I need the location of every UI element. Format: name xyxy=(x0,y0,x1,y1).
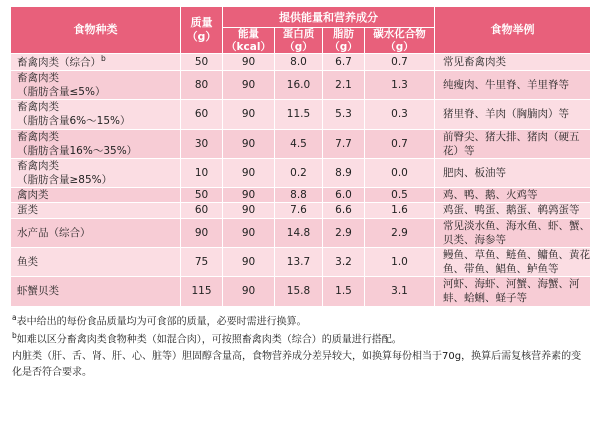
row-mass: 30 xyxy=(181,129,223,158)
row-carbohydrate: 2.9 xyxy=(365,218,435,247)
table-row xyxy=(11,277,591,306)
row-examples: 常见畜禽肉类 xyxy=(435,54,591,71)
header-nutrition-group xyxy=(223,7,435,28)
row-fat: 6.0 xyxy=(323,188,365,203)
row-examples: 鸡蛋、鸭蛋、鹅蛋、鹌鹑蛋等 xyxy=(435,203,591,218)
row-fat: 5.3 xyxy=(323,100,365,129)
row-food-name xyxy=(11,203,181,218)
row-energy: 90 xyxy=(223,54,275,71)
row-energy: 90 xyxy=(223,247,275,276)
row-protein: 7.6 xyxy=(275,203,323,218)
row-food-name xyxy=(11,54,181,71)
header-food-category-label: 食物种类 xyxy=(73,23,118,37)
header-fat-unit: （g） xyxy=(329,40,358,53)
header-carbohydrate-unit: （g） xyxy=(385,40,414,53)
footnote-b-text: 如难以区分畜禽肉类食物种类（如混合肉），可按照畜禽肉类（综合）的质量进行搭配。 xyxy=(16,334,402,346)
header-fat-label: 脂肪 xyxy=(333,28,354,40)
footnote-a-text: 表中给出的每份食品质量均为可食部的质量，必要时需进行换算。 xyxy=(16,315,307,327)
row-mass: 90 xyxy=(181,218,223,247)
row-carbohydrate: 1.0 xyxy=(365,247,435,276)
row-mass: 60 xyxy=(181,100,223,129)
row-mass: 80 xyxy=(181,70,223,99)
header-food-category xyxy=(11,7,181,54)
row-protein: 4.5 xyxy=(275,129,323,158)
row-fat: 6.7 xyxy=(323,54,365,71)
footnote-c-text: 内脏类（肝、舌、肾、肝、心、脏等）胆固醇含量高，食物营养成分差异较大，如换算每份相当于70g，换算后需复核营养素的变化是否符合要求。 xyxy=(12,351,582,378)
row-energy: 90 xyxy=(223,129,275,158)
row-fat: 8.9 xyxy=(323,158,365,187)
header-energy-label: 能量 xyxy=(238,28,259,40)
row-food-name xyxy=(11,129,181,158)
row-fat: 2.9 xyxy=(323,218,365,247)
row-examples: 河虾、海虾、河蟹、海蟹、河蚌、蛤蜊、蛏子等 xyxy=(435,277,591,306)
table-row xyxy=(11,70,591,99)
header-examples-label: 食物举例 xyxy=(490,23,535,37)
row-food-name-sublabel: （脂肪含量≥85%） xyxy=(17,174,113,187)
table-body xyxy=(11,54,591,306)
row-examples: 常见淡水鱼、海水鱼、虾、蟹、贝类、海参等 xyxy=(435,218,591,247)
row-carbohydrate: 0.0 xyxy=(365,158,435,187)
header-energy-unit: （kcal） xyxy=(226,40,271,53)
row-carbohydrate: 0.7 xyxy=(365,54,435,71)
header-fat xyxy=(323,28,365,54)
header-nutrition-group-label: 提供能量和营养成分 xyxy=(279,11,378,24)
table-row xyxy=(11,129,591,158)
table-row xyxy=(11,203,591,218)
header-carbohydrate xyxy=(365,28,435,54)
row-food-name-label: 虾蟹贝类 xyxy=(17,285,59,298)
row-food-name xyxy=(11,188,181,203)
row-mass: 75 xyxy=(181,247,223,276)
footnote-a-marker: a xyxy=(12,312,17,322)
row-food-name-label: 鱼类 xyxy=(17,256,38,268)
row-carbohydrate: 1.6 xyxy=(365,203,435,218)
table-row xyxy=(11,54,591,71)
header-mass-unit: （g） xyxy=(186,30,217,44)
row-food-name xyxy=(11,218,181,247)
row-food-name-sublabel: （脂肪含量16%～35%） xyxy=(17,144,138,157)
row-protein: 0.2 xyxy=(275,158,323,187)
row-fat: 2.1 xyxy=(323,70,365,99)
table-row xyxy=(11,100,591,129)
row-food-name-label: 畜禽肉类 xyxy=(17,71,59,84)
row-energy: 90 xyxy=(223,158,275,187)
row-protein: 8.8 xyxy=(275,188,323,203)
table-header-row-1 xyxy=(11,7,591,28)
row-protein: 16.0 xyxy=(275,70,323,99)
row-protein: 13.7 xyxy=(275,247,323,276)
row-carbohydrate: 0.5 xyxy=(365,188,435,203)
row-mass: 50 xyxy=(181,188,223,203)
row-examples: 鸡、鸭、鹅、火鸡等 xyxy=(435,188,591,203)
row-energy: 90 xyxy=(223,218,275,247)
row-food-name xyxy=(11,247,181,276)
row-examples: 猪里脊、羊肉（胸腩肉）等 xyxy=(435,100,591,129)
table-row xyxy=(11,218,591,247)
row-food-name xyxy=(11,277,181,306)
row-food-name-label: 蛋类 xyxy=(17,204,38,217)
row-fat: 1.5 xyxy=(323,277,365,306)
row-food-name-label: 水产品（综合） xyxy=(17,226,91,239)
row-food-name xyxy=(11,70,181,99)
header-protein-label: 蛋白质 xyxy=(282,28,315,40)
row-fat: 3.2 xyxy=(323,247,365,276)
row-fat: 7.7 xyxy=(323,129,365,158)
row-examples: 纯瘦肉、牛里脊、羊里脊等 xyxy=(435,70,591,99)
row-carbohydrate: 0.3 xyxy=(365,100,435,129)
row-mass: 50 xyxy=(181,54,223,71)
row-food-name-label: 畜禽肉类 xyxy=(17,159,59,172)
row-food-name-label: 畜禽肉类 xyxy=(17,130,59,143)
row-food-name-sublabel: （脂肪含量≤5%） xyxy=(17,86,106,99)
header-mass-label: 质量 xyxy=(190,16,213,30)
header-protein-unit: （g） xyxy=(284,40,313,53)
header-protein xyxy=(275,28,323,54)
row-examples: 前臀尖、猪大排、猪肉（硬五花）等 xyxy=(435,129,591,158)
footnote-a xyxy=(12,312,588,330)
row-carbohydrate: 0.7 xyxy=(365,129,435,158)
row-examples: 鳗鱼、草鱼、鲢鱼、鳙鱼、黄花鱼、带鱼、鲳鱼、鲈鱼等 xyxy=(435,247,591,276)
table-row xyxy=(11,158,591,187)
row-carbohydrate: 3.1 xyxy=(365,277,435,306)
table-footnotes xyxy=(10,312,590,381)
header-energy xyxy=(223,28,275,54)
row-food-name-label: 畜禽肉类 xyxy=(17,101,59,114)
header-carbohydrate-label: 碳水化合物 xyxy=(373,28,426,40)
row-food-name xyxy=(11,100,181,129)
row-energy: 90 xyxy=(223,100,275,129)
nutrition-table xyxy=(10,6,591,307)
footnote-b xyxy=(12,330,588,348)
row-energy: 90 xyxy=(223,70,275,99)
footnote-c xyxy=(12,349,588,380)
row-food-name-label: 禽肉类 xyxy=(17,189,49,202)
row-energy: 90 xyxy=(223,188,275,203)
row-food-name xyxy=(11,158,181,187)
row-protein: 8.0 xyxy=(275,54,323,71)
row-protein: 14.8 xyxy=(275,218,323,247)
table-row xyxy=(11,247,591,276)
row-fat: 6.6 xyxy=(323,203,365,218)
row-examples: 肥肉、板油等 xyxy=(435,158,591,187)
footnote-b-marker: b xyxy=(12,331,17,341)
row-food-name-superscript: b xyxy=(101,54,106,64)
row-energy: 90 xyxy=(223,277,275,306)
row-mass: 60 xyxy=(181,203,223,218)
row-protein: 11.5 xyxy=(275,100,323,129)
row-mass: 115 xyxy=(181,277,223,306)
row-protein: 15.8 xyxy=(275,277,323,306)
row-energy: 90 xyxy=(223,203,275,218)
row-mass: 10 xyxy=(181,158,223,187)
table-row xyxy=(11,188,591,203)
row-food-name-sublabel: （脂肪含量6%～15%） xyxy=(17,115,131,128)
header-examples xyxy=(435,7,591,54)
row-carbohydrate: 1.3 xyxy=(365,70,435,99)
header-mass xyxy=(181,7,223,54)
row-food-name-label: 畜禽肉类（综合） xyxy=(17,56,101,69)
